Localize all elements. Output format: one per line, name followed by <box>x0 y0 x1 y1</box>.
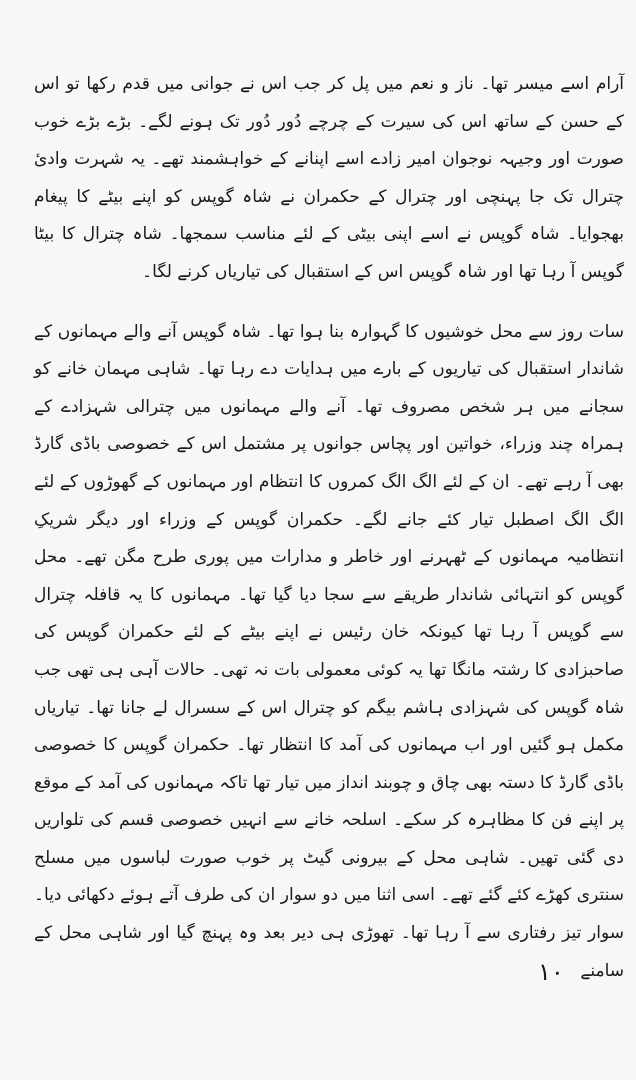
paragraph-2: سات روز سے محل خوشیوں کا گہوارہ بنا ہوا تھا۔ شاہ گوپس آنے والے مہمانوں کے شاندار استقبال کی تیاریوں کے بارے میں ہدایات دے رہا تھا۔ شاہی مہمان خانے کو سجانے میں ہر شخص مصروف تھا۔ آنے والے مہمانوں میں چترالی شہزادے کے ہمراہ چند وزراء، خواتین اور پچاس جوانوں پر مشتمل اس کے خصوصی باڈی گارڈ بھی آ رہے تھے۔ ان کے لئے الگ الگ کمروں کا انتظام اور مہمانوں کے گھوڑوں کے لئے الگ الگ اصطبل تیار کئے جانے لگے۔ حکمران گوپس کے وزراء اور دیگر شریکِ انتظامیہ مہمانوں کے ٹھہرنے اور خاطر و مدارات میں پوری طرح مگن تھے۔ محل گوپس کو انتہائی شاندار طریقے سے سجا دیا گیا تھا۔ مہمانوں کا یہ قافلہ چترال سے گوپس آ رہا تھا کیونکہ خان رئیس نے اپنے بیٹے کے لئے حکمران گوپس کی صاحبزادی کا رشتہ مانگا تھا یہ کوئی معمولی بات نہ تھی۔ حالات آہی ہی تھی جب شاہ گوپس کی شہزادی ہاشم بیگم کو چترال اس کے سسرال لے جانا تھا۔ تیاریاں مکمل ہو گئیں اور اب مہمانوں کی آمد کا انتظار تھا۔ حکمران گوپس کا خصوصی باڈی گارڈ کا دستہ بھی چاق و چوبند انداز میں تیار تھا تاکہ مہمانوں کی آمد کے موقع پر اپنے فن کا مظاہرہ کر سکے۔ اسلحہ خانے سے انہیں خصوصی قسم کی تلواریں دی گئی تھیں۔ شاہی محل کے بیرونی گیٹ پر خوب صورت لباسوں میں مسلح سنتری کھڑے کئے گئے تھے۔ اسی اثنا میں دو سوار ان کی طرف آتے ہوئے دکھائی دیا۔ سوار تیز رفتاری سے آ رہا تھا۔ تھوڑی ہی دیر بعد وہ پہنچ گیا اور شاہی محل کے سامنے <box>34 321 624 981</box>
paragraph-1: آرام اسے میسر تھا۔ ناز و نعم میں پل کر جب اس نے جوانی میں قدم رکھا تو اس کے حسن کے ساتھ اس کی سیرت کے چرچے دُور دُور تک ہونے لگے۔ بڑے بڑے خوب صورت اور وجیہہ نوجوان امیر زادے اسے اپنانے کے خواہشمند تھے۔ یہ شہرت وادیٔ چترال تک جا پہنچی اور چترال کے حکمران نے شاہ گوپس کو اپنے بیٹے کا پیغام بھجوایا۔ شاہ گوپس نے اسے اپنی بیٹی کے لئے مناسب سمجھا۔ شاہ چترال کا بیٹا گوپس آ رہا تھا اور شاہ گوپس اس کے استقبال کی تیاریاں کرنے لگا۔ <box>34 74 624 282</box>
page-number: ۱۰ <box>538 958 564 986</box>
page-body-text <box>34 66 624 990</box>
